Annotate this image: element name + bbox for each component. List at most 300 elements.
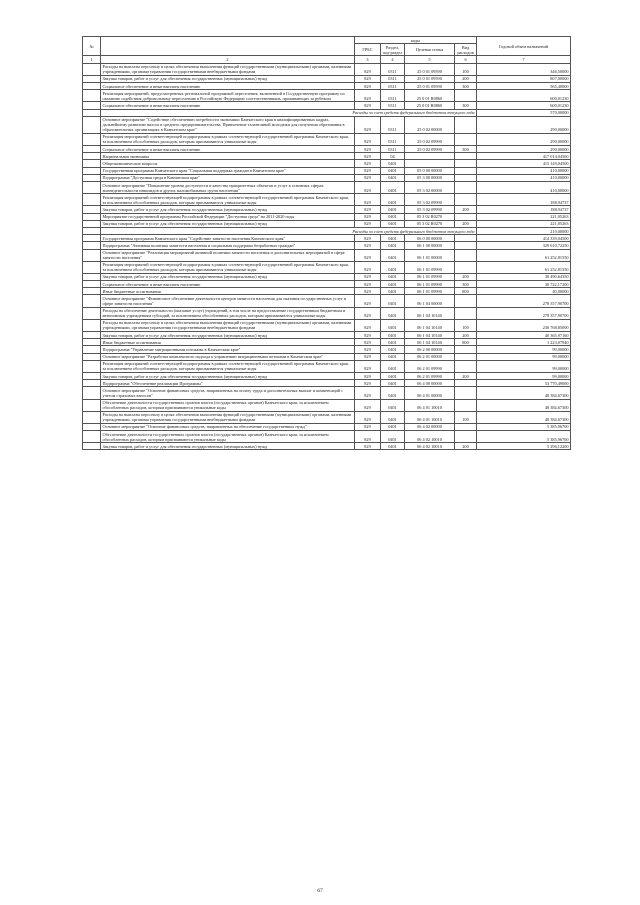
row-number-cell [83,220,101,227]
table-row [83,411,571,423]
col-tsel-header: Целевая статья [405,44,455,56]
row-number-cell [83,235,101,242]
row-grbs: 829 [355,249,381,261]
row-razdel: 0311 [381,82,405,89]
row-name: Закупка товаров, работ и услуг для обеспечения государственных (муниципальных) нужд [101,220,355,227]
row-vid [455,213,477,220]
col-number: 2 [101,56,355,63]
row-grbs: 829 [355,423,381,430]
row-sum: 99,00000 [477,372,571,379]
table-row [83,133,571,145]
row-vid [455,423,477,430]
row-vid: 200 [455,332,477,339]
row-name: Государственная программа Камчатского края "Социальная поддержка граждан в Камчатском крае" [101,167,355,174]
row-grbs: 829 [355,194,381,206]
row-grbs: 829 [355,339,381,346]
row-vid [455,360,477,372]
row-sum: 236 768,85000 [477,319,571,331]
row-number-cell [83,332,101,339]
row-razdel: 0401 [381,261,405,273]
row-name: Реализация мероприятий соответствующей подпрограммы в рамках соответствующей государственной программы Камчатского края, за исключением обособленных расходов, которым присваиваются уникальные коды [101,133,355,145]
row-razdel: 0401 [381,372,405,379]
col-sum-header: Годовой объем назначений [477,37,571,56]
row-razdel: 0401 [381,182,405,194]
row-sum: 600,01230 [477,90,571,102]
row-grbs: 829 [355,82,381,89]
row-number-cell [83,353,101,360]
row-razdel: 0401 [381,353,405,360]
row-grbs: 829 [355,63,381,75]
row-sum: 807,00000 [477,75,571,82]
row-razdel: 0311 [381,63,405,75]
table-row [83,399,571,411]
table-body [83,63,571,450]
row-number-cell [83,360,101,372]
row-name: Государственная программа Камчатского края "Содействие занятости населения Камчатского края" [101,235,355,242]
row-name: Реализация мероприятий, предусмотренных региональной программой переселения, включенной в Государственную программу по оказанию содействия добровольному переселению в Российскую Федерацию соотечественников, проживающих за рубежом [101,90,355,102]
row-number-cell [83,213,101,220]
row-name: Закупка товаров, работ и услуг для обеспечения государственных (муниципальных) нужд [101,332,355,339]
row-razdel: 0401 [381,332,405,339]
row-number-cell [83,63,101,75]
row-vid [455,153,477,160]
col-n-header: № [83,37,101,56]
row-tsel: 25 0 01 R0860 [405,102,455,109]
row-sum: 410,00000 [477,167,571,174]
row-tsel: 06 4 02 10010 [405,431,455,443]
table-row [83,109,571,116]
row-grbs: 829 [355,160,381,167]
row-grbs: 829 [355,235,381,242]
row-sum: 188,94737 [477,194,571,206]
row-grbs: 829 [355,102,381,109]
row-vid [455,249,477,261]
table-row [83,75,571,82]
table-row [83,288,571,295]
row-name: Закупка товаров, работ и услуг для обеспечения государственных (муниципальных) нужд [101,273,355,280]
row-vid [455,167,477,174]
table-row [83,372,571,379]
row-tsel [405,160,455,167]
row-vid [455,90,477,102]
budget-table [82,36,571,450]
table-row [83,153,571,160]
row-sum: 30 722,17200 [477,281,571,288]
row-number-cell [83,411,101,423]
row-vid: 300 [455,82,477,89]
row-grbs: 829 [355,90,381,102]
row-grbs: 829 [355,206,381,213]
row-tsel: 05 3 02 09990 [405,194,455,206]
table-row [83,213,571,220]
row-sum: 414 339,04500 [477,235,571,242]
row-razdel: 0401 [381,273,405,280]
row-name: Реализация мероприятий соответствующей подпрограммы в рамках соответствующей государственной программы Камчатского края, за исключением обособленных расходов, которым присваиваются уникальные коды [101,261,355,273]
row-grbs: 829 [355,273,381,280]
row-grbs: 829 [355,319,381,331]
table-row [83,353,571,360]
row-grbs: 829 [355,174,381,181]
row-tsel: 06 1 04 10140 [405,307,455,319]
row-tsel: 05 0 00 00000 [405,167,455,174]
row-tsel: 06 4 01 10010 [405,399,455,411]
col-number: 6 [455,56,477,63]
row-sum: 61 252,81550 [477,249,571,261]
row-vid [455,387,477,399]
row-vid: 800 [455,288,477,295]
row-vid: 200 [455,443,477,450]
row-tsel [405,153,455,160]
row-name: Основное мероприятие "Повышение уровня доступности и качества приоритетных объектов и услуг в основных сферах жизнедеятельности инвалидов и других маломобильных групп населения" [101,182,355,194]
row-razdel: 0311 [381,146,405,153]
table-row [83,332,571,339]
table-row [83,220,571,227]
row-number-cell [83,281,101,288]
col-number: 4 [381,56,405,63]
row-tsel: 25 0 01 R0860 [405,90,455,102]
row-vid: 100 [455,411,477,423]
row-name: Закупка товаров, работ и услуг для обеспечения государственных (муниципальных) нужд [101,372,355,379]
row-number-cell [83,295,101,307]
row-vid [455,242,477,249]
col-number: 5 [405,56,455,63]
page-number: 67 [317,888,323,894]
row-tsel: 06 4 02 00000 [405,423,455,430]
row-razdel: 0401 [381,213,405,220]
row-name: Социальное обеспечение и иные выплаты населению [101,102,355,109]
row-name: Обеспечение деятельности государственных органов власти (государственных органов) Камчатского края, за исключением обособленных расходов, которым присваиваются уникальные коды [101,399,355,411]
row-number-cell [83,90,101,102]
row-grbs: 829 [355,75,381,82]
row-name: Социальное обеспечение и иные выплаты населению [101,281,355,288]
row-razdel: 0401 [381,346,405,353]
row-grbs: 829 [355,431,381,443]
row-sum: 570,00000 [477,109,571,116]
table-row [83,227,571,234]
row-sum: 410,00000 [477,182,571,194]
header-row-top [83,37,571,44]
row-number-cell [83,206,101,213]
table-row [83,102,571,109]
row-vid [455,194,477,206]
row-sum: 53 770,49000 [477,380,571,387]
row-number-cell [83,109,101,116]
row-name: Иные бюджетные ассигнования [101,288,355,295]
row-grbs: 829 [355,182,381,194]
row-grbs: 829 [355,261,381,273]
row-tsel: 06 2 01 00000 [405,353,455,360]
table-row [83,339,571,346]
row-sum: 417 014,04500 [477,153,571,160]
row-grbs: 829 [355,380,381,387]
row-grbs: 829 [355,242,381,249]
row-number-cell [83,307,101,319]
row-number-cell [83,133,101,145]
row-vid [455,380,477,387]
row-grbs: 829 [355,288,381,295]
row-sum: 290,00000 [477,116,571,133]
row-sum: 99,00000 [477,360,571,372]
table-row [83,295,571,307]
row-sum: 5 296,12200 [477,443,571,450]
row-name: Расходы на обеспечение деятельности (оказание услуг) учреждений, в том числе на предоставление государственным бюджетным и автономным учреждениям субсидий, за исключением обособленных расходов, которым присваиваются уникальные коды [101,307,355,319]
row-sum: 30 490,64350 [477,273,571,280]
row-razdel: 0401 [381,174,405,181]
row-number-cell [83,75,101,82]
row-sum: 221,05263 [477,220,571,227]
row-number-cell [83,174,101,181]
row-razdel: 0401 [381,206,405,213]
row-number-cell [83,387,101,399]
row-sum: 410,00000 [477,174,571,181]
row-name: Социальное обеспечение и иные выплаты населению [101,146,355,153]
row-number-cell [83,288,101,295]
table-row [83,281,571,288]
row-tsel: 06 1 04 10140 [405,339,455,346]
row-tsel: 25 0 02 00000 [405,116,455,133]
row-sum: 565,40000 [477,82,571,89]
row-vid [455,353,477,360]
row-sum: 5 385,96700 [477,423,571,430]
row-sum: 48 384,67300 [477,399,571,411]
table-row [83,431,571,443]
row-tsel: 05 3 02 R0270 [405,213,455,220]
row-sum: 40,00000 [477,288,571,295]
row-vid: 300 [455,102,477,109]
row-name: Основное мероприятие "Финансовое обеспечение деятельности центров занятости населения для оказания государственных услуг в сфере занятости населения" [101,295,355,307]
row-grbs: 829 [355,133,381,145]
row-tsel: 06 4 01 10010 [405,411,455,423]
row-name: Расходы на выплаты персоналу в целях обеспечения выполнения функций государственными (муниципальными) органами, казенными учреждениями, органами управления государственными внебюджетными фондами [101,319,355,331]
row-tsel: 06 1 01 09990 [405,281,455,288]
row-razdel: 0311 [381,75,405,82]
row-razdel: 0401 [381,281,405,288]
row-razdel: 0401 [381,242,405,249]
row-vid [455,160,477,167]
row-grbs: 829 [355,307,381,319]
row-razdel: 0311 [381,116,405,133]
row-vid: 200 [455,220,477,227]
row-vid [455,295,477,307]
row-grbs: 829 [355,346,381,353]
col-grbs-header: ГРБС [355,44,381,56]
row-vid [455,261,477,273]
table-row [83,360,571,372]
row-razdel: 0401 [381,431,405,443]
row-razdel: 0401 [381,387,405,399]
row-name: Обеспечение деятельности государственных органов власти (государственных органов) Камчатского края, за исключением обособленных расходов, которым присваиваются уникальные коды [101,431,355,443]
row-number-cell [83,319,101,331]
row-razdel: 0401 [381,235,405,242]
row-tsel: 06 1 01 09990 [405,273,455,280]
row-number-cell [83,346,101,353]
row-tsel: 06 1 04 10140 [405,319,455,331]
row-razdel: 0401 [381,307,405,319]
row-name: Расходы на выплаты персоналу в целях обеспечения выполнения функций государственными (муниципальными) органами, казенными учреждениями, органами управления государственными внебюджетными фондами [101,63,355,75]
row-razdel: 0401 [381,288,405,295]
row-number-cell [83,116,101,133]
row-name: Подпрограмма "Активная политика занятости населения и социальная поддержка безработных граждан" [101,242,355,249]
row-razdel: 0311 [381,90,405,102]
row-number-cell [83,399,101,411]
row-sum: 278 357,90700 [477,295,571,307]
row-sum: 48 384,67300 [477,387,571,399]
row-number-cell [83,160,101,167]
row-sum: 329 610,72250 [477,242,571,249]
row-vid [455,431,477,443]
table-row [83,307,571,319]
row-name: Подпрограмма "Управление миграционными потоками в Камчатском крае" [101,346,355,353]
row-razdel: 0401 [381,411,405,423]
row-number-cell [83,102,101,109]
row-tsel: 06 1 00 00000 [405,242,455,249]
row-razdel: 0401 [381,249,405,261]
row-vid [455,307,477,319]
col-vid-header: Вид расходов [455,44,477,56]
table-row [83,249,571,261]
row-razdel: 0401 [381,360,405,372]
row-name: Общеэкономические вопросы [101,160,355,167]
table-row [83,242,571,249]
table-row [83,63,571,75]
row-number-cell [83,194,101,206]
row-tsel: 25 0 01 09590 [405,82,455,89]
row-vid: 200 [455,372,477,379]
row-grbs: 829 [355,146,381,153]
table-row [83,380,571,387]
row-name: Иные бюджетные ассигнования [101,339,355,346]
codes-header: коды [355,37,477,44]
table-row [83,167,571,174]
row-sum: 5 385,96700 [477,431,571,443]
table-row [83,387,571,399]
table-row [83,160,571,167]
table-row [83,423,571,430]
row-name: Подпрограмма "Доступная среда в Камчатском крае" [101,174,355,181]
row-number-cell [83,261,101,273]
row-grbs: 829 [355,372,381,379]
row-number-cell [83,431,101,443]
row-grbs: 829 [355,411,381,423]
row-number-cell [83,443,101,450]
row-note: Расходы за счет средств федерального бюджетов текущего года [101,109,477,116]
table-row [83,319,571,331]
row-razdel: 0401 [381,380,405,387]
row-sum: 290,00000 [477,133,571,145]
row-number-cell [83,249,101,261]
row-grbs: 829 [355,399,381,411]
row-vid: 100 [455,319,477,331]
row-vid [455,133,477,145]
row-grbs: 829 [355,295,381,307]
row-name: Основное мероприятие "Содействие обеспечению потребности экономики Камчатского края в квалифицированных кадрах, дальнейшему развитию налога в среднего предпринимательства. Привлечение талантливой молодежи для получения образования в образовательных организациях в Камчатском крае" [101,116,355,133]
row-tsel: 06 1 04 10140 [405,332,455,339]
row-name: Реализация мероприятий соответствующей подпрограммы в рамках соответствующей государственной программы Камчатского края, за исключением обособленных расходов, которым присваиваются уникальные коды [101,360,355,372]
row-number-cell [83,423,101,430]
row-razdel: 0401 [381,399,405,411]
row-name: Основное мероприятие "Разработка комплексного подхода к управлению миграционными потоками в Камчатском крае" [101,353,355,360]
row-tsel: 25 0 02 09990 [405,133,455,145]
table-row [83,235,571,242]
row-tsel: 06 1 04 00000 [405,295,455,307]
table-row [83,116,571,133]
row-name: Основное мероприятие "Реализация мероприятий активной политики занятости населения и дополнительных мероприятий в сфере занятости населения" [101,249,355,261]
row-tsel: 05 3 00 00000 [405,174,455,181]
row-sum: 1 223,07940 [477,339,571,346]
col-number: 1 [83,56,101,63]
row-sum: 61 252,81550 [477,261,571,273]
row-grbs: 829 [355,332,381,339]
table-row [83,443,571,450]
row-sum: 188,94737 [477,206,571,213]
row-sum: 99,00000 [477,353,571,360]
row-number-cell [83,82,101,89]
row-name: Закупка товаров, работ и услуг для обеспечения государственных (муниципальных) нужд [101,206,355,213]
row-vid [455,182,477,194]
row-razdel: 0401 [381,160,405,167]
row-grbs: 829 [355,387,381,399]
row-name: Основное мероприятие "Освоение финансовых средств, направленных на оплату труда и дополнительных выплат и компенсаций с учетом страховых взносов" [101,387,355,399]
row-note: Расходы за счет средств федерального бюджетов текущего года [101,227,477,234]
row-grbs: 829 [355,281,381,288]
col-number: 3 [355,56,381,63]
row-number-cell [83,227,101,234]
budget-page [82,36,570,450]
row-tsel: 06 4 01 00000 [405,387,455,399]
col-number: 7 [477,56,571,63]
row-number-cell [83,153,101,160]
table-row [83,261,571,273]
table-row [83,82,571,89]
row-grbs: 829 [355,353,381,360]
row-name: Расходы на выплаты персоналу в целях обеспечения выполнения функций государственными (муниципальными) органами, казенными учреждениями, органами управления государственными внебюджетными фондами [101,411,355,423]
row-vid: 200 [455,273,477,280]
row-tsel: 06 2 00 00000 [405,346,455,353]
row-name: Мероприятие государственной программы Российской Федерации "Доступная среда" на 2011-2020 годы [101,213,355,220]
row-number-cell [83,273,101,280]
row-sum: 221,05263 [477,213,571,220]
row-number-cell [83,372,101,379]
row-tsel: 06 2 01 09990 [405,372,455,379]
row-razdel: 0401 [381,423,405,430]
table-row [83,346,571,353]
row-tsel: 25 0 01 09590 [405,63,455,75]
row-number-cell [83,242,101,249]
row-grbs: 829 [355,167,381,174]
table-row [83,174,571,181]
row-sum: 415 149,04500 [477,160,571,167]
row-sum: 290,00000 [477,146,571,153]
row-razdel: 0311 [381,133,405,145]
row-grbs: 829 [355,220,381,227]
row-grbs: 829 [355,153,381,160]
row-number-cell [83,167,101,174]
row-sum: 48 384,67300 [477,411,571,423]
row-tsel: 05 3 02 09990 [405,206,455,213]
row-vid [455,399,477,411]
row-vid: 300 [455,146,477,153]
row-razdel: 0401 [381,319,405,331]
row-tsel: 06 2 01 09990 [405,360,455,372]
row-vid: 800 [455,339,477,346]
row-vid: 100 [455,63,477,75]
row-tsel: 05 3 02 00000 [405,182,455,194]
row-tsel: 06 0 00 00000 [405,235,455,242]
column-number-row [83,56,571,63]
row-vid: 200 [455,75,477,82]
row-razdel: 0401 [381,295,405,307]
row-sum: 40 365,97160 [477,332,571,339]
